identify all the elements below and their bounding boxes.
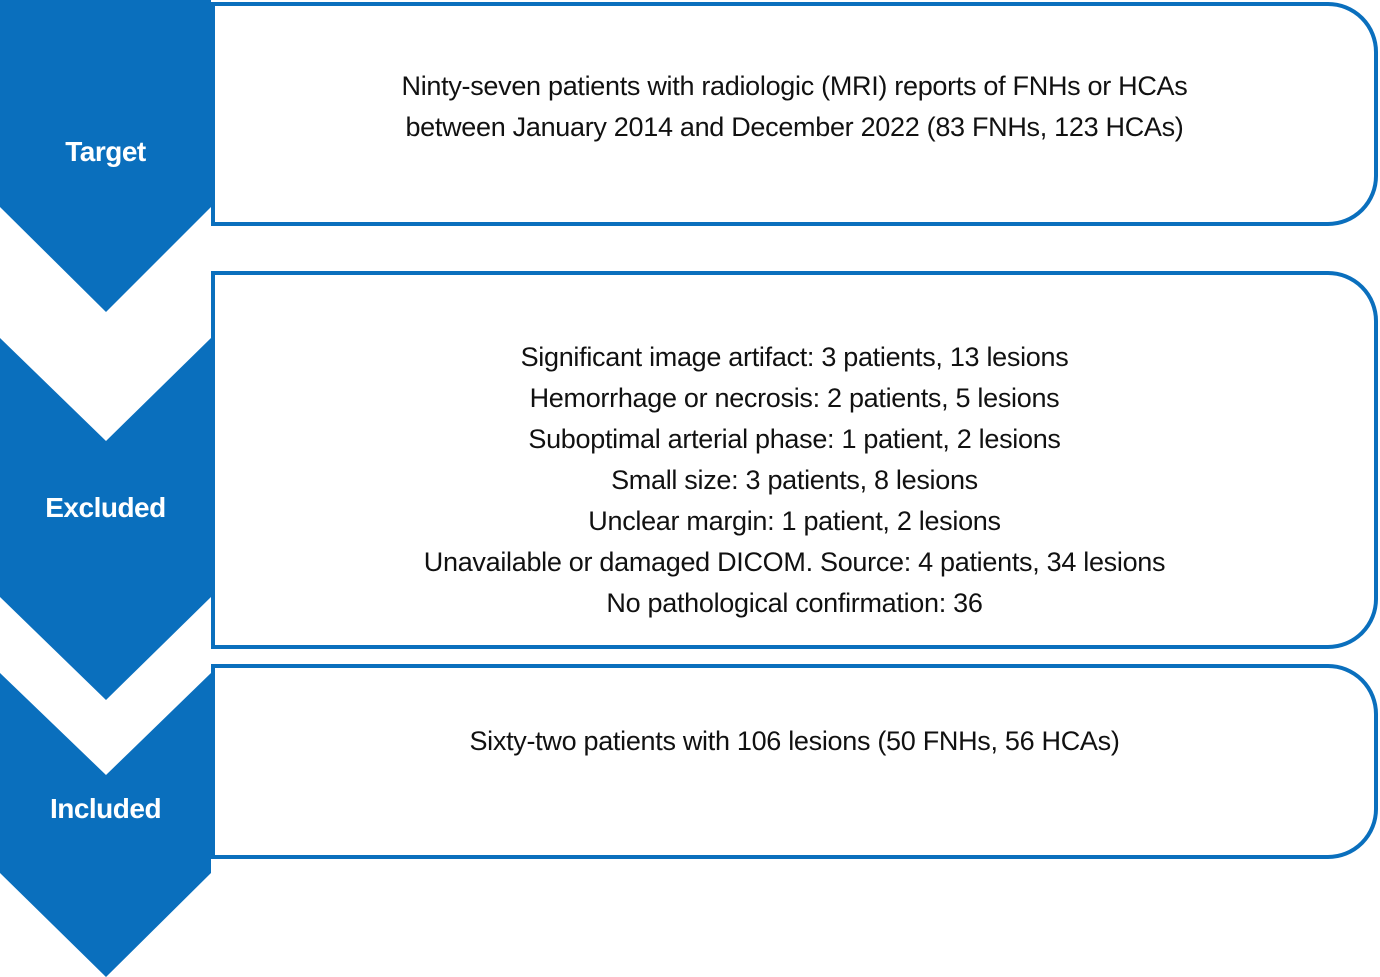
step-box-target [211, 2, 1378, 226]
excluded-text-line: Hemorrhage or necrosis: 2 patients, 5 lesions [529, 382, 1060, 413]
target-text-line: between January 2014 and December 2022 (83 FNHs, 123 HCAs) [405, 112, 1184, 142]
step-label-excluded: Excluded [45, 492, 166, 523]
excluded-text-line: Suboptimal arterial phase: 1 patient, 2 lesions [528, 423, 1061, 454]
excluded-text-line: No pathological confirmation: 36 [606, 587, 983, 618]
excluded-text-line: Unavailable or damaged DICOM. Source: 4 patients, 34 lesions [423, 546, 1166, 577]
excluded-text-line: Unclear margin: 1 patient, 2 lesions [588, 505, 1001, 536]
step-label-target: Target [65, 136, 146, 167]
excluded-text-line: Significant image artifact: 3 patients, 13 lesions [520, 341, 1069, 372]
step-label-included: Included [49, 793, 162, 824]
excluded-text-line: Small size: 3 patients, 8 lesions [611, 464, 978, 495]
target-text-line: Ninty-seven patients with radiologic (MRI) reports of FNHs or HCAs [401, 71, 1188, 101]
included-text-line: Sixty-two patients with 106 lesions (50 FNHs, 56 HCAs) [469, 726, 1120, 756]
step-box-included [211, 664, 1378, 859]
chevron-included [0, 673, 211, 977]
step-box-excluded [211, 271, 1378, 649]
